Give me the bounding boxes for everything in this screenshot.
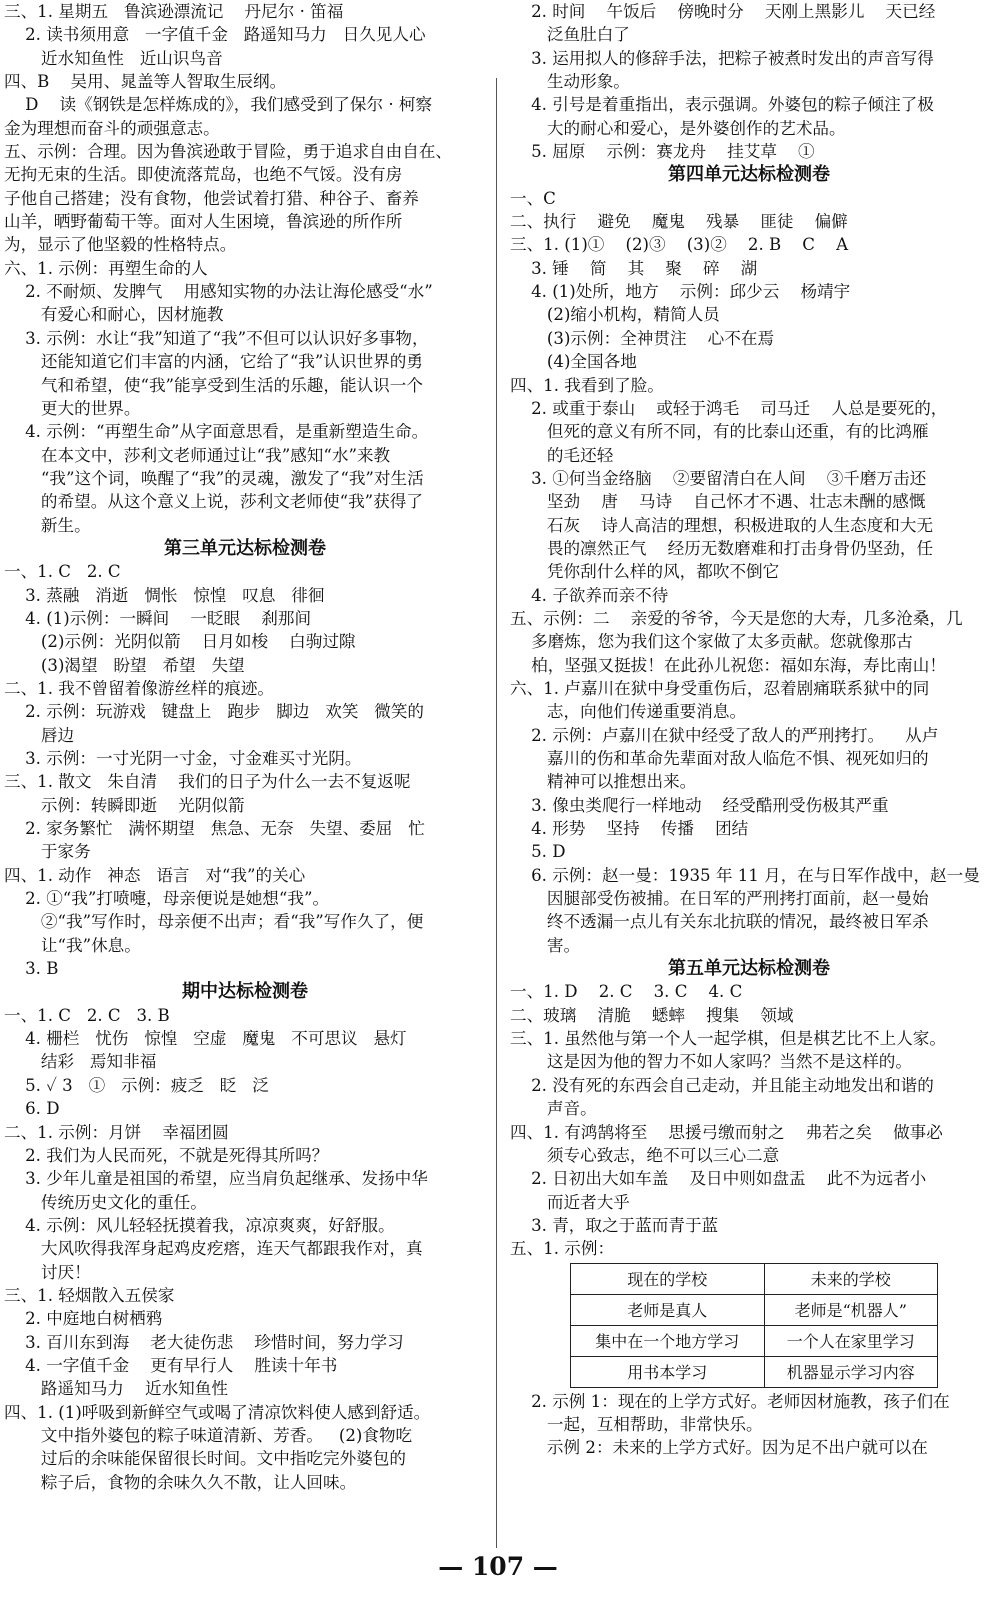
text-line: 四、B 吴用、晁盖等人智取生辰纲。 xyxy=(4,72,287,92)
text-line: 2. 不耐烦、发脾气 用感知实物的办法让海伦感受“水” xyxy=(4,282,433,302)
text-line: 2. 示例：卢嘉川在狱中经受了敌人的严刑拷打。 从卢 xyxy=(510,725,939,745)
text-line: 2. 示例：玩游戏 键盘上 跑步 脚边 欢笑 微笑的 xyxy=(4,702,425,722)
table-row xyxy=(571,1294,938,1325)
text-line: 4. 一字值千金 更有早行人 胜读十年书 xyxy=(4,1355,338,1375)
block-left-b xyxy=(4,560,486,980)
text-line: 2. 读书须用意 一字值千金 路遥知马力 日久见人心 xyxy=(4,25,426,45)
text-line: 声音。 xyxy=(510,1099,597,1119)
table-cell: 老师是真人 xyxy=(571,1294,765,1325)
text-line: 六、1. 卢嘉川在狱中身受重伤后，忍着剧痛联系狱中的同 xyxy=(510,678,930,698)
text-line: 3. 百川东到海 老大徒伤悲 珍惜时间，努力学习 xyxy=(4,1332,404,1352)
text-line: 3. 少年儿童是祖国的希望，应当肩负起继承、发扬中华 xyxy=(4,1169,428,1189)
section-title-midterm: 期中达标检测卷 xyxy=(182,981,308,1003)
text-line: 3. ①何当金络脑 ②要留清白在人间 ③千磨万击还 xyxy=(510,468,927,488)
text-line: 2. ①“我”打喷嚏，母亲便说是她想“我”。 xyxy=(4,889,330,909)
text-line: 无拘无束的生活。即使流落荒岛，也绝不气馁。没有房 xyxy=(4,165,403,185)
block-right-a xyxy=(510,0,988,163)
table-cell: 一个人在家里学习 xyxy=(764,1325,937,1356)
text-line: 大风吹得我浑身起鸡皮疙瘩，连天气都跟我作对，真 xyxy=(4,1239,423,1259)
text-line: 5. 屈原 示例：赛龙舟 挂艾草 ① xyxy=(510,142,815,162)
text-line: 4. 形势 坚持 传播 团结 xyxy=(510,819,749,839)
text-line: 柏，坚强又挺拔！在此孙儿祝您：福如东海，寿比南山！ xyxy=(510,655,946,675)
text-line: 畏的凛然正气 经历无数磨难和打击身骨仍坚劲，任 xyxy=(510,538,934,558)
text-line: 四、1. 有鸿鹄将至 思援弓缴而射之 弗若之矣 做事必 xyxy=(510,1122,943,1142)
text-line: 但死的意义有所不同，有的比泰山还重，有的比鸿雁 xyxy=(510,422,929,442)
text-line: 五、示例：合理。因为鲁滨逊敢于冒险，勇于追求自由自在、 xyxy=(4,142,453,162)
text-line: 示例 2：未来的上学方式好。因为足不出户就可以在 xyxy=(510,1438,928,1458)
text-line: 坚劲 唐 马诗 自己怀才不遇、壮志未酬的感慨 xyxy=(510,492,926,512)
section-title-unit3: 第三单元达标检测卷 xyxy=(164,537,326,559)
page-number: — 107 — xyxy=(438,1552,558,1581)
school-comparison-table xyxy=(570,1263,938,1388)
text-line: 路遥知马力 近水知鱼性 xyxy=(4,1379,228,1399)
text-line: 害。 xyxy=(510,935,581,955)
text-line: 一、1. C 2. C 3. B xyxy=(4,1005,170,1025)
table-cell: 用书本学习 xyxy=(571,1356,765,1387)
text-line: 嘉川的伤和革命先辈面对敌人临危不惧、视死如归的 xyxy=(510,749,929,768)
text-line: 三、1. (1)① (2)③ (3)② 2. B C A xyxy=(510,235,849,255)
column-divider xyxy=(496,78,497,1548)
text-line: 的毛还轻 xyxy=(510,445,614,465)
text-line: 4. 引号是着重指出，表示强调。外婆包的粽子倾注了极 xyxy=(510,95,934,115)
text-line: 新生。 xyxy=(4,515,91,535)
text-line: 五、1. 示例： xyxy=(510,1239,615,1259)
text-line: 2. 没有死的东西会自己走动，并且能主动地发出和谐的 xyxy=(510,1075,934,1095)
text-line: 三、1. 虽然他与第一个人一起学棋，但是棋艺比不上人家。 xyxy=(510,1029,946,1049)
text-line: 四、1. 动作 神态 语言 对“我”的关心 xyxy=(4,865,306,885)
text-line: 3. 示例：水让“我”知道了“我”不但可以认识好多事物， xyxy=(4,328,429,348)
text-line: 志，向他们传递重要消息。 xyxy=(510,702,747,722)
text-line: 4. 栅栏 忧伤 惊惶 空虚 魔鬼 不可思议 悬灯 xyxy=(4,1029,407,1049)
text-line: 而近者大乎 xyxy=(510,1192,630,1212)
table-row xyxy=(571,1325,938,1356)
table-header-cell: 现在的学校 xyxy=(571,1263,765,1294)
text-line: 三、1. 轻烟散入五侯家 xyxy=(4,1285,175,1305)
text-line: 4. (1)示例：一瞬间 一眨眼 刹那间 xyxy=(4,608,312,628)
text-line: 二、执行 避免 魔鬼 残暴 匪徒 偏僻 xyxy=(510,212,848,232)
text-line: 2. 日初出大如车盖 及日中则如盘盂 此不为远者小 xyxy=(510,1169,927,1189)
text-line: 大的耐心和爱心，是外婆创作的艺术品。 xyxy=(510,118,846,138)
text-line: 近水知鱼性 近山识鸟音 xyxy=(4,48,223,68)
block-right-c xyxy=(510,980,988,1260)
section-title-unit5: 第五单元达标检测卷 xyxy=(668,958,830,980)
text-line: 五、示例：二 亲爱的爷爷，今天是您的大寿，几多沧桑，几 xyxy=(510,608,963,628)
text-line: 四、1. (1)呼吸到新鲜空气或喝了清凉饮料使人感到舒适。 xyxy=(4,1402,431,1422)
text-line: 3. 青，取之于蓝而青于蓝 xyxy=(510,1215,719,1235)
text-line: D 读《钢铁是怎样炼成的》，我们感受到了保尔 · 柯察 xyxy=(4,95,433,115)
block-left-c xyxy=(4,1004,486,1494)
text-line: 为，显示了他坚毅的性格特点。 xyxy=(4,235,237,255)
section-title-unit4: 第四单元达标检测卷 xyxy=(668,164,830,186)
text-line: 山羊，晒野葡萄干等。面对人生困境，鲁滨逊的所作所 xyxy=(4,212,403,232)
text-line: 三、1. 散文 朱自清 我们的日子为什么一去不复返呢 xyxy=(4,772,411,792)
table-row xyxy=(571,1356,938,1387)
text-line: 六、1. 示例：再塑生命的人 xyxy=(4,258,208,278)
text-line: 2. 或重于泰山 或轻于鸿毛 司马迁 人总是要死的， xyxy=(510,398,948,418)
right-column xyxy=(510,0,988,1460)
text-line: 2. 时间 午饭后 傍晚时分 天刚上黑影儿 天已经 xyxy=(510,2,936,21)
text-line: 4. 示例：“再塑生命”从字面意思看，是重新塑造生命。 xyxy=(4,422,429,442)
text-line: 生动形象。 xyxy=(510,72,630,92)
text-line: 3. 锤 简 其 聚 碎 湖 xyxy=(510,258,758,278)
text-line: 文中指外婆包的粽子味道清新、芳香。 (2)食物吃 xyxy=(4,1425,413,1445)
table-header-cell: 未来的学校 xyxy=(764,1263,937,1294)
text-line: 4. 示例：风儿轻轻抚摸着我，凉凉爽爽，好舒服。 xyxy=(4,1215,395,1235)
text-line: 一、C xyxy=(510,188,556,208)
text-line: 子他自己搭建；没有食物，他尝试着打猎、种谷子、畜养 xyxy=(4,188,419,208)
text-line: 3. 像虫类爬行一样地动 经受酷刑受伤极其严重 xyxy=(510,795,889,815)
block-right-d xyxy=(510,1390,988,1460)
text-line: (2)示例：光阴似箭 日月如梭 白驹过隙 xyxy=(4,632,356,652)
text-line: 凭你刮什么样的风，都吹不倒它 xyxy=(510,562,780,582)
text-line: 因腿部受伤被捕。在日军的严刑拷打面前，赵一曼始 xyxy=(510,889,929,909)
text-line: 更大的世界。 xyxy=(4,398,141,418)
text-line: 3. 运用拟人的修辞手法，把粽子被煮时发出的声音写得 xyxy=(510,48,934,68)
text-line: 在本文中，莎利文老师通过让“我”感知“水”来教 xyxy=(4,445,391,465)
text-line: (4)全国各地 xyxy=(510,352,637,372)
text-line: 4. (1)处所，地方 示例：邱少云 杨靖宇 xyxy=(510,282,851,302)
text-line: 多磨炼，您为我们这个家做了太多贡献。您就像那古 xyxy=(510,632,913,652)
text-line: 一、1. C 2. C xyxy=(4,562,121,582)
text-line: 须专心致志，绝不可以三心二意 xyxy=(510,1145,780,1165)
text-line: 金为理想而奋斗的顽强意志。 xyxy=(4,118,220,138)
text-line: 精神可以推想出来。 xyxy=(510,772,697,792)
table-header-row xyxy=(571,1263,938,1294)
text-line: 一起，互相帮助，非常快乐。 xyxy=(510,1414,763,1434)
text-line: (3)示例：全神贯注 心不在焉 xyxy=(510,328,775,348)
text-line: 2. 我们为人民而死，不就是死得其所吗？ xyxy=(4,1145,329,1165)
text-line: 5. D xyxy=(510,842,566,862)
text-line: 6. 示例：赵一曼：1935 年 11 月，在与日军作战中，赵一曼 xyxy=(510,865,980,885)
text-line: 4. 子欲养而亲不待 xyxy=(510,585,669,605)
text-line: 粽子后，食物的余味久久不散，让人回味。 xyxy=(4,1472,357,1492)
text-line: 终不透漏一点儿有关东北抗联的情况，最终被日军杀 xyxy=(510,912,929,932)
text-line: 2. 家务繁忙 满怀期望 焦急、无奈 失望、委屈 忙 xyxy=(4,819,425,839)
text-line: “我”这个词，唤醒了“我”的灵魂，激发了“我”对生活 xyxy=(4,468,424,488)
text-line: 还能知道它们丰富的内涵，它给了“我”认识世界的勇 xyxy=(4,352,423,372)
text-line: 传统历史文化的重任。 xyxy=(4,1192,207,1212)
text-line: 让“我”休息。 xyxy=(4,935,141,955)
text-line: (2)缩小机构，精简人员 xyxy=(510,305,720,325)
text-line: 四、1. 我看到了脸。 xyxy=(510,375,664,395)
text-line: 二、1. 我不曾留着像游丝样的痕迹。 xyxy=(4,678,275,698)
text-line: 2. 中庭地白树栖鸦 xyxy=(4,1309,163,1329)
text-line: 6. D xyxy=(4,1099,60,1119)
text-line: 过后的余味能保留很长时间。文中指吃完外婆包的 xyxy=(4,1449,406,1469)
text-line: 一、1. D 2. C 3. C 4. C xyxy=(510,982,743,1002)
text-line: 5. ✓ 3 ① 示例：疲乏 眨 泛 xyxy=(4,1075,269,1095)
text-line: 讨厌！ xyxy=(4,1262,91,1282)
text-line: 有爱心和耐心，因材施教 xyxy=(4,305,224,325)
table-cell: 机器显示学习内容 xyxy=(764,1356,937,1387)
text-line: 3. 蒸融 消逝 惆怅 惊惶 叹息 徘徊 xyxy=(4,585,325,605)
block-left-a xyxy=(4,0,486,537)
text-line: (3)渴望 盼望 希望 失望 xyxy=(4,655,245,675)
table-cell: 集中在一个地方学习 xyxy=(571,1325,765,1356)
text-line: ②“我”写作时，母亲便不出声；看“我”写作久了，便 xyxy=(4,912,424,932)
text-line: 2. 示例 1：现在的上学方式好。老师因材施教，孩子们在 xyxy=(510,1391,950,1411)
text-line: 3. B xyxy=(4,959,59,979)
text-line: 3. 示例：一寸光阴一寸金，寸金难买寸光阴。 xyxy=(4,749,362,768)
text-line: 这是因为他的智力不如人家吗？当然不是这样的。 xyxy=(510,1052,912,1072)
text-line: 石灰 诗人高洁的理想，积极进取的人生态度和大无 xyxy=(510,515,934,535)
text-line: 三、1. 星期五 鲁滨逊漂流记 丹尼尔 · 笛福 xyxy=(4,2,344,21)
text-line: 泛鱼肚白了 xyxy=(510,25,630,45)
block-right-b xyxy=(510,187,988,957)
text-line: 于家务 xyxy=(4,842,91,862)
text-line: 气和希望，使“我”能享受到生活的乐趣，能认识一个 xyxy=(4,375,423,395)
text-line: 的希望。从这个意义上说，莎利文老师使“我”获得了 xyxy=(4,492,423,512)
table-cell: 老师是“机器人” xyxy=(764,1294,937,1325)
text-line: 唇边 xyxy=(4,725,75,745)
text-line: 二、1. 示例：月饼 幸福团圆 xyxy=(4,1122,229,1142)
text-line: 示例：转瞬即逝 光阴似箭 xyxy=(4,795,245,815)
text-line: 二、玻璃 清脆 蟋蟀 搜集 领域 xyxy=(510,1005,794,1025)
text-line: 结彩 焉知非福 xyxy=(4,1052,157,1072)
left-column xyxy=(4,0,486,1494)
